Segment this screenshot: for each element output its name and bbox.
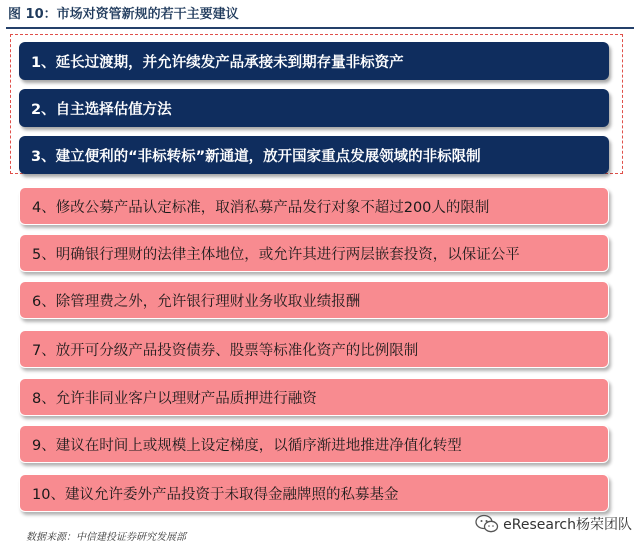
proposal-item-2: 2、自主选择估值方法	[19, 89, 609, 127]
title-divider	[6, 27, 634, 29]
source-note: 数据来源：中信建投证券研究发展部	[26, 532, 186, 543]
proposal-item-10: 10、建议允许委外产品投资于未取得金融牌照的私募基金	[19, 474, 609, 512]
wechat-icon	[475, 513, 499, 535]
proposal-item-7: 7、放开可分级产品投资债券、股票等标准化资产的比例限制	[19, 330, 609, 368]
proposal-item-8: 8、允许非同业客户以理财产品质押进行融资	[19, 378, 609, 416]
proposal-item-3: 3、建立便利的“非标转标”新通道，放开国家重点发展领域的非标限制	[19, 136, 609, 174]
figure-title: 图 10：市场对资管新规的若干主要建议	[8, 7, 239, 22]
proposal-item-1: 1、延长过渡期，并允许续发产品承接未到期存量非标资产	[19, 42, 609, 80]
proposal-item-6: 6、除管理费之外，允许银行理财业务收取业绩报酬	[19, 281, 609, 319]
watermark-text: eResearch杨荣团队	[503, 517, 632, 533]
proposal-item-9: 9、建议在时间上或规模上设定梯度，以循序渐进地推进净值化转型	[19, 425, 609, 463]
proposal-item-5: 5、明确银行理财的法律主体地位，或允许其进行两层嵌套投资，以保证公平	[19, 234, 609, 272]
watermark	[475, 512, 632, 536]
proposal-item-4: 4、修改公募产品认定标准，取消私募产品发行对象不超过200人的限制	[19, 187, 609, 225]
